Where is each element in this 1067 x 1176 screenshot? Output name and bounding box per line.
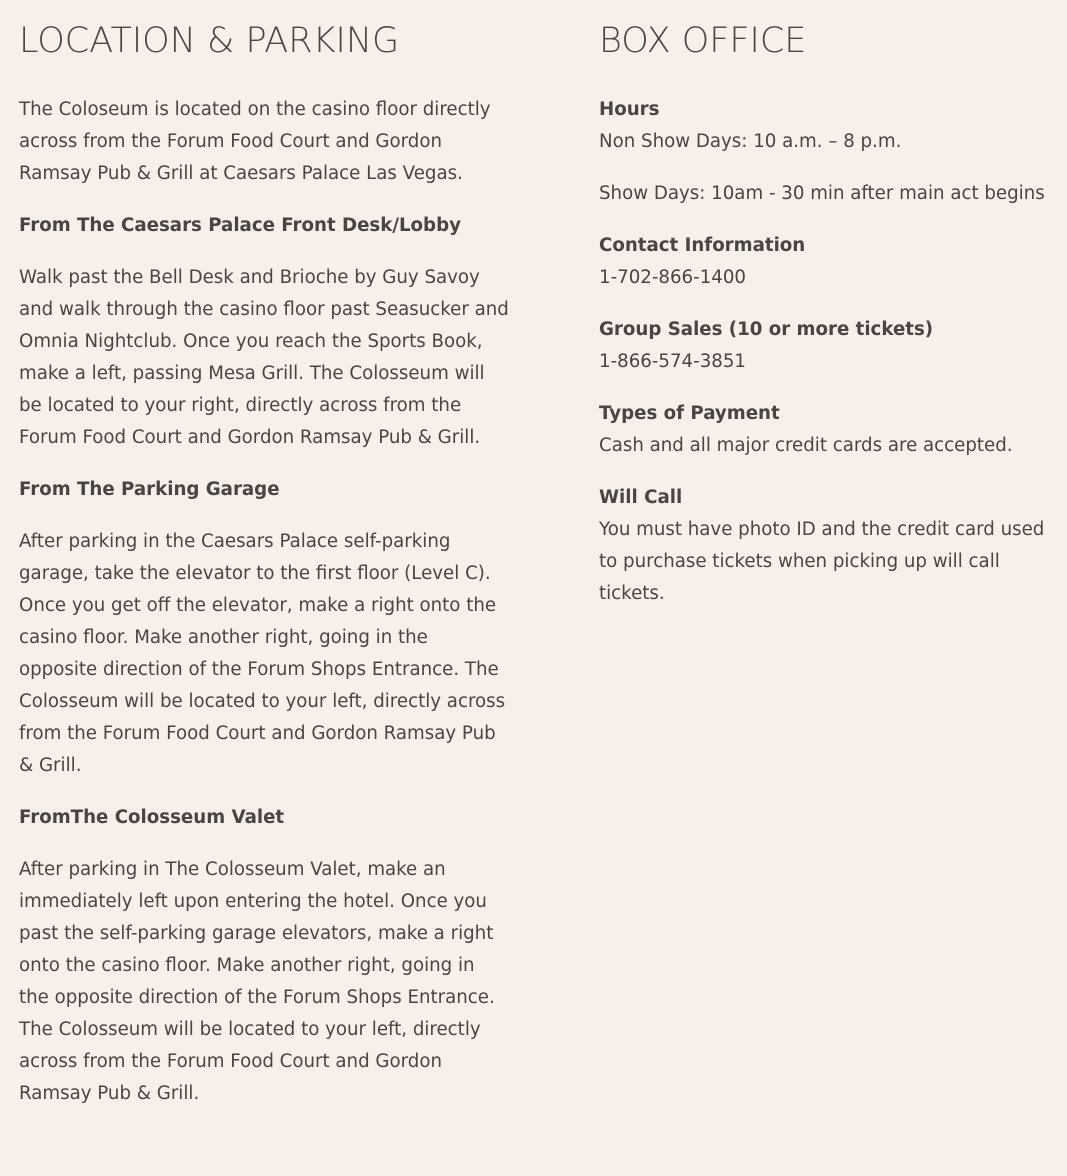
box-office-heading: BOX OFFICE — [599, 21, 807, 61]
front-desk-directions: Walk past the Bell Desk and Brioche by Guy Savoy and walk through the casino floor past Seasucker and Omnia Nightclub. Once you reach the Sports Book, make a left, passing Mesa Grill. The Colosseum will be located to your right, directly across from the Forum Food Court and Gordon Ramsay Pub & Grill. — [19, 267, 509, 448]
hours-label: Hours — [599, 99, 660, 120]
hours-block — [599, 94, 1061, 158]
show-hours: Show Days: 10am - 30 min after main act begins — [599, 183, 1045, 204]
contact-block — [599, 230, 1061, 294]
will-call-label: Will Call — [599, 487, 683, 508]
contact-label: Contact Information — [599, 235, 806, 256]
group-sales-block — [599, 314, 1061, 378]
contact-phone[interactable]: 1-702-866-1400 — [599, 267, 746, 288]
parking-garage-directions: After parking in the Caesars Palace self-parking garage, take the elevator to the first floor (Level C). Once you get off the elevator, make a right onto the casino floor. Make another right, going in the opposite direction of the Forum Shops Entrance. The Colosseum will be located to your left, directly across from the Forum Food Court and Gordon Ramsay Pub & Grill. — [19, 531, 506, 776]
will-call-value: You must have photo ID and the credit card used to purchase tickets when picking up will call tickets. — [599, 519, 1045, 604]
payment-block — [599, 398, 1061, 462]
valet-subheading: FromThe Colosseum Valet — [19, 807, 285, 828]
location-intro: The Coloseum is located on the casino floor directly across from the Forum Food Court and Gordon Ramsay Pub & Grill at Caesars Palace Las Vegas. — [19, 99, 491, 184]
group-sales-label: Group Sales (10 or more tickets) — [599, 319, 934, 340]
payment-label: Types of Payment — [599, 403, 780, 424]
valet-directions: After parking in The Colosseum Valet, make an immediately left upon entering the hotel. Once you past the self-parking garage elevators, make a right onto the casino floor. Make another right, going in the opposite direction of the Forum Shops Entrance. The Colosseum will be located to your left, directly across from the Forum Food Court and Gordon Ramsay Pub & Grill. — [19, 859, 495, 1104]
will-call-block — [599, 482, 1061, 610]
box-office-column — [599, 0, 1061, 630]
location-parking-heading: LOCATION & PARKING — [19, 21, 400, 61]
non-show-hours: Non Show Days: 10 a.m. – 8 p.m. — [599, 131, 902, 152]
show-hours-block — [599, 178, 1061, 210]
payment-value: Cash and all major credit cards are accepted. — [599, 435, 1013, 456]
front-desk-subheading: From The Caesars Palace Front Desk/Lobby — [19, 215, 461, 236]
location-parking-column — [19, 0, 509, 1130]
group-sales-phone[interactable]: 1-866-574-3851 — [599, 351, 746, 372]
parking-garage-subheading: From The Parking Garage — [19, 479, 280, 500]
